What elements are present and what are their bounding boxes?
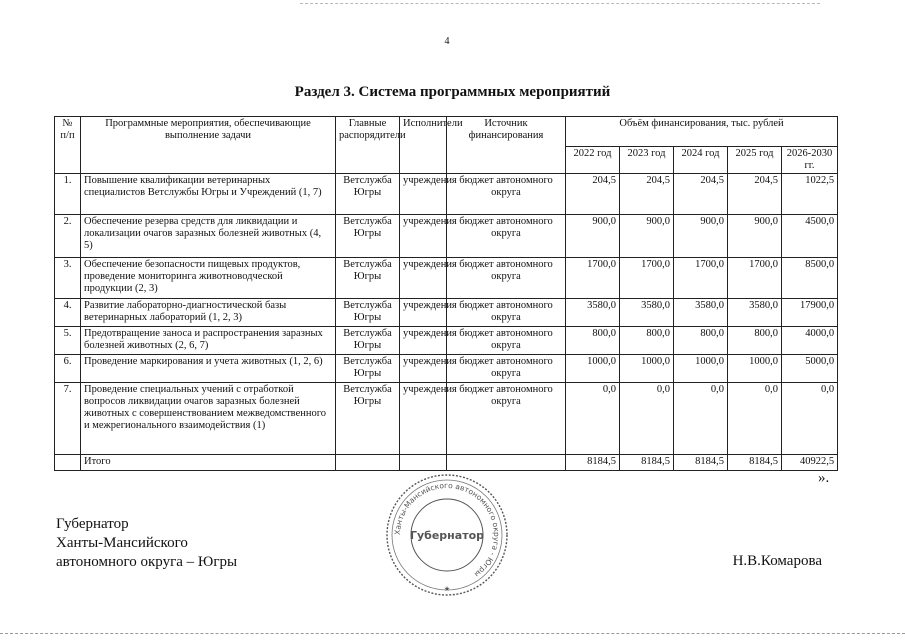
row-value: 1000,0 bbox=[728, 355, 782, 383]
table-row bbox=[55, 383, 838, 455]
row-activity: Обеспечение безопасности пищевых продуктов, проведение мониторинга животноводческой продукции (2, 3) bbox=[81, 258, 336, 299]
row-manager: Ветслужба Югры bbox=[336, 327, 400, 355]
row-num: 5. bbox=[55, 327, 81, 355]
header-num: № п/п bbox=[55, 117, 81, 174]
table-row bbox=[55, 215, 838, 258]
row-source: бюджет автономного округа bbox=[447, 355, 566, 383]
header-year: 2023 год bbox=[620, 147, 674, 174]
row-num: 7. bbox=[55, 383, 81, 455]
row-source: бюджет автономного округа bbox=[447, 215, 566, 258]
row-value: 1000,0 bbox=[620, 355, 674, 383]
row-activity: Развитие лабораторно-диагностической базы ветеринарных лабораторий (1, 2, 3) bbox=[81, 299, 336, 327]
row-num: 6. bbox=[55, 355, 81, 383]
seal-center-text: Губернатор bbox=[409, 529, 485, 542]
row-value: 800,0 bbox=[620, 327, 674, 355]
row-value: 1700,0 bbox=[566, 258, 620, 299]
row-manager: Ветслужба Югры bbox=[336, 258, 400, 299]
header-funding: Объём финансирования, тыс. рублей bbox=[566, 117, 838, 147]
row-activity: Проведение специальных учений с отработкой вопросов ликвидации очагов заразных болезней животных с совершенствованием межведомственного и межрегионального взаимодействия (1) bbox=[81, 383, 336, 455]
row-value: 204,5 bbox=[620, 174, 674, 215]
row-value: 1700,0 bbox=[728, 258, 782, 299]
scan-edge-top bbox=[300, 3, 820, 4]
header-source: Источник финансирования bbox=[447, 117, 566, 174]
signature-title-line: автономного округа – Югры bbox=[56, 554, 238, 570]
row-value: 0,0 bbox=[566, 383, 620, 455]
row-value: 800,0 bbox=[674, 327, 728, 355]
row-value: 204,5 bbox=[566, 174, 620, 215]
signature-title-line: Ханты-Мансийского bbox=[56, 535, 188, 551]
table-row bbox=[55, 355, 838, 383]
row-num: 1. bbox=[55, 174, 81, 215]
row-num: 2. bbox=[55, 215, 81, 258]
row-value: 0,0 bbox=[620, 383, 674, 455]
row-executor: учреждения bbox=[400, 355, 447, 383]
official-seal-stamp bbox=[382, 471, 512, 599]
row-num: 3. bbox=[55, 258, 81, 299]
row-value: 4500,0 bbox=[782, 215, 838, 258]
seal-star-icon: ★ bbox=[443, 585, 451, 593]
closing-quote: ». bbox=[818, 470, 830, 486]
section-title: Раздел 3. Система программных мероприятий bbox=[294, 84, 611, 100]
row-value: 5000,0 bbox=[782, 355, 838, 383]
row-executor: учреждения bbox=[400, 215, 447, 258]
row-executor: учреждения bbox=[400, 258, 447, 299]
total-value: 40922,5 bbox=[782, 455, 838, 471]
scan-edge-bottom bbox=[0, 633, 905, 634]
row-value: 4000,0 bbox=[782, 327, 838, 355]
total-value: 8184,5 bbox=[674, 455, 728, 471]
row-source: бюджет автономного округа bbox=[447, 174, 566, 215]
total-value: 8184,5 bbox=[728, 455, 782, 471]
header-main-managers: Главные распорядители bbox=[336, 117, 400, 174]
row-source: бюджет автономного округа bbox=[447, 258, 566, 299]
row-manager: Ветслужба Югры bbox=[336, 215, 400, 258]
row-value: 3580,0 bbox=[728, 299, 782, 327]
row-value: 3580,0 bbox=[674, 299, 728, 327]
table-row bbox=[55, 258, 838, 299]
row-value: 0,0 bbox=[782, 383, 838, 455]
row-value: 204,5 bbox=[728, 174, 782, 215]
row-value: 8500,0 bbox=[782, 258, 838, 299]
header-executors: Исполнители bbox=[400, 117, 447, 174]
row-num: 4. bbox=[55, 299, 81, 327]
row-manager: Ветслужба Югры bbox=[336, 299, 400, 327]
table-row bbox=[55, 299, 838, 327]
header-year: 2022 год bbox=[566, 147, 620, 174]
row-value: 900,0 bbox=[728, 215, 782, 258]
row-manager: Ветслужба Югры bbox=[336, 355, 400, 383]
row-value: 900,0 bbox=[674, 215, 728, 258]
header-activity: Программные мероприятия, обеспечивающие выполнение задачи bbox=[81, 117, 336, 174]
header-year: 2026-2030 гг. bbox=[782, 147, 838, 174]
row-value: 800,0 bbox=[728, 327, 782, 355]
row-value: 1022,5 bbox=[782, 174, 838, 215]
table-row bbox=[55, 174, 838, 215]
row-manager: Ветслужба Югры bbox=[336, 383, 400, 455]
row-value: 0,0 bbox=[728, 383, 782, 455]
row-activity: Обеспечение резерва средств для ликвидации и локализации очагов заразных болезней животных (4, 5) bbox=[81, 215, 336, 258]
row-value: 0,0 bbox=[674, 383, 728, 455]
row-source: бюджет автономного округа bbox=[447, 327, 566, 355]
table-row bbox=[55, 327, 838, 355]
row-activity: Проведение маркирования и учета животных (1, 2, 6) bbox=[81, 355, 336, 383]
total-value: 8184,5 bbox=[566, 455, 620, 471]
program-activities-table bbox=[54, 116, 838, 471]
row-activity: Предотвращение заноса и распространения заразных болезней животных (2, 6, 7) bbox=[81, 327, 336, 355]
row-value: 204,5 bbox=[674, 174, 728, 215]
signer-name: Н.В.Комарова bbox=[732, 553, 822, 569]
row-executor: учреждения bbox=[400, 327, 447, 355]
row-value: 900,0 bbox=[620, 215, 674, 258]
row-activity: Повышение квалификации ветеринарных специалистов Ветслужбы Югры и Учреждений (1, 7) bbox=[81, 174, 336, 215]
row-value: 3580,0 bbox=[620, 299, 674, 327]
row-manager: Ветслужба Югры bbox=[336, 174, 400, 215]
row-value: 1000,0 bbox=[674, 355, 728, 383]
total-row bbox=[55, 455, 838, 471]
page-number: 4 bbox=[444, 36, 450, 47]
row-value: 17900,0 bbox=[782, 299, 838, 327]
row-executor: учреждения bbox=[400, 174, 447, 215]
row-value: 3580,0 bbox=[566, 299, 620, 327]
row-source: бюджет автономного округа bbox=[447, 299, 566, 327]
header-year: 2025 год bbox=[728, 147, 782, 174]
row-executor: учреждения bbox=[400, 299, 447, 327]
seal-ring-text: Ханты-Мансийского автономного округа - Югры bbox=[392, 480, 502, 580]
row-source: бюджет автономного округа bbox=[447, 383, 566, 455]
row-value: 1700,0 bbox=[674, 258, 728, 299]
total-value: 8184,5 bbox=[620, 455, 674, 471]
signature-title-line: Губернатор bbox=[56, 516, 129, 532]
header-year: 2024 год bbox=[674, 147, 728, 174]
row-value: 800,0 bbox=[566, 327, 620, 355]
row-executor: учреждения bbox=[400, 383, 447, 455]
row-value: 900,0 bbox=[566, 215, 620, 258]
row-value: 1000,0 bbox=[566, 355, 620, 383]
signature-title bbox=[56, 515, 237, 572]
row-value: 1700,0 bbox=[620, 258, 674, 299]
total-label: Итого bbox=[81, 455, 336, 471]
